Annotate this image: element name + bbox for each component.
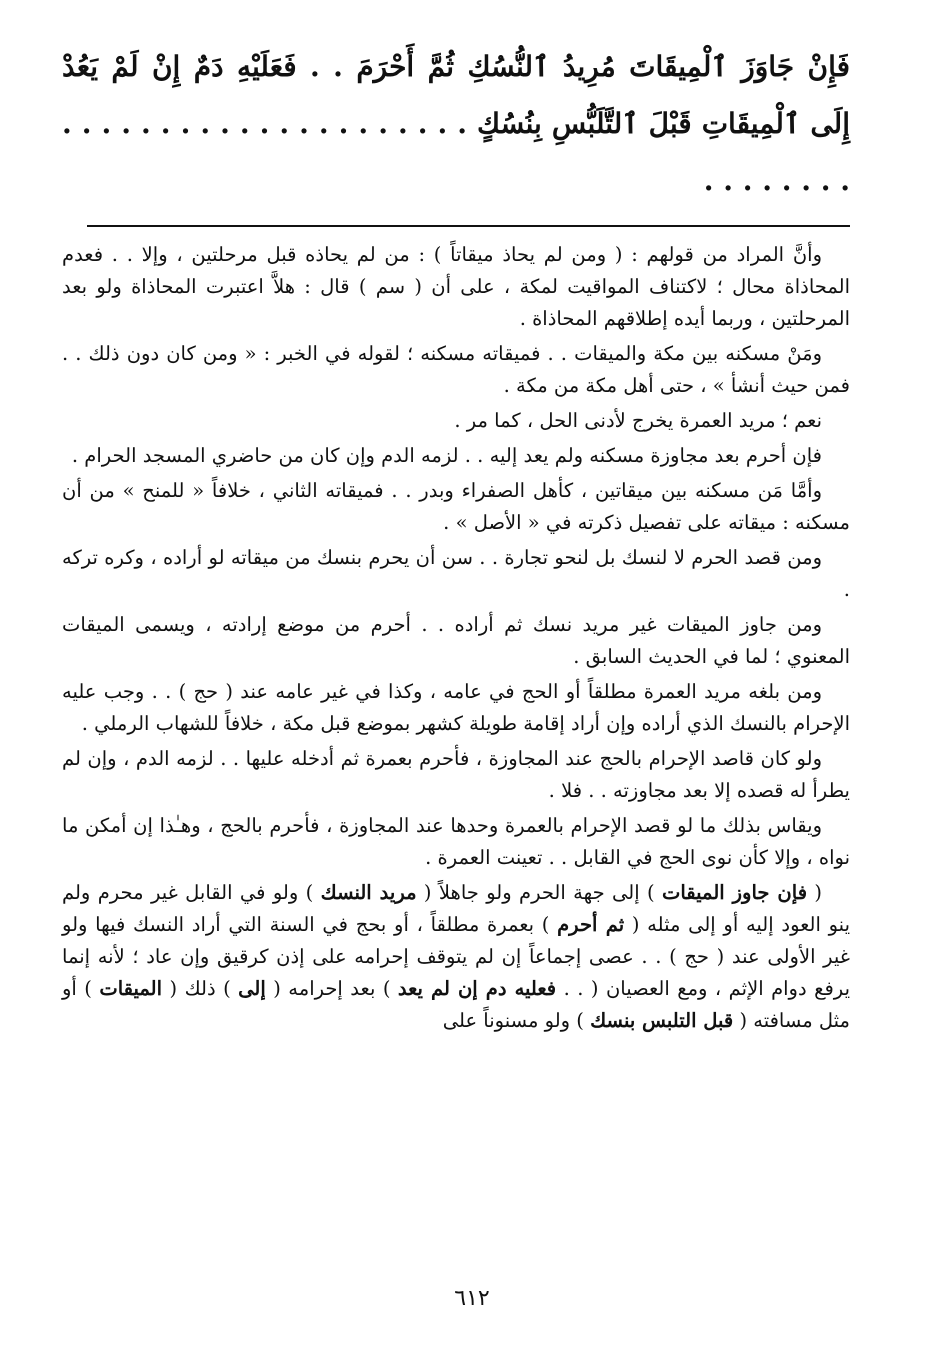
separator-rule xyxy=(87,225,850,227)
paragraph-11 xyxy=(62,877,850,1037)
paragraph-5: وأمَّا مَن مسكنه بين ميقاتين ، كأهل الصفراء وبدر . . فميقاته الثاني ، خلافاً « للمنح » من أن مسكنه : ميقاته على تفصيل ذكرته في « الأصل » . xyxy=(62,479,850,534)
paragraph-4: فإن أحرم بعد مجاوزة مسكنه ولم يعد إليه . . لزمه الدم وإن كان من حاضري المسجد الحرام . xyxy=(71,444,822,467)
paragraph-3: نعم ؛ مريد العمرة يخرج لأدنى الحل ، كما مر . xyxy=(454,409,822,432)
text-segment: ) ولو في القابل غير محرم ولم ينو العود إليه أو إلى مثله ( xyxy=(62,881,850,936)
paragraph-6: ومن قصد الحرم لا لنسك بل لنحو تجارة . . سن أن يحرم بنسك من ميقاته لو أراده ، وكره تركه . xyxy=(62,546,850,601)
text-segment: ) ذلك ( xyxy=(162,977,239,1000)
matn-quote: قبل التلبس بنسك xyxy=(590,1009,734,1032)
text-segment: ) بعد إحرامه ( xyxy=(265,977,398,1000)
text-segment: ( xyxy=(807,881,823,904)
matn-quote: مريد النسك xyxy=(320,881,417,904)
text-segment: ) إلى جهة الحرم ولو جاهلاً ( xyxy=(416,881,662,904)
paragraph-9: ولو كان قاصد الإحرام بالحج عند المجاوزة ، فأحرم بعمرة ثم أدخله عليها . . لزمه الدم ، وإن لم يطرأ له قصده إلا بعد مجاوزته . . فلا . xyxy=(62,747,850,802)
text-segment: ) أو مثل مسافته ( xyxy=(62,977,850,1032)
paragraph-8: ومن بلغه مريد العمرة مطلقاً أو الحج في عامه ، وكذا في غير عامه عند ( حج ) . . وجب عليه الإحرام بالنسك الذي أراده وإن أراد إقامة طويلة كشهر بموضع قبل مكة ، خلافاً للشهاب الرملي . xyxy=(62,680,850,735)
paragraph-1: وأنَّ المراد من قولهم : ( ومن لم يحاذ ميقاتاً ) : من لم يحاذه قبل مرحلتين ، وإلا . . فعدم المحاذاة محال ؛ لاكتناف المواقيت لمكة ، على أن ( سم ) قال : هلاَّ اعتبرت المحاذاة ولو بعد المرحلتين ، وربما أيده إطلاقهم المحاذاة . xyxy=(62,243,850,330)
matn-quote: الميقات xyxy=(99,977,163,1000)
matn-quote: فإن جاوز الميقات xyxy=(662,881,808,904)
paragraph-2: ومَنْ مسكنه بين مكة والميقات . . فميقاته مسكنه ؛ لقوله في الخبر : « ومن كان دون ذلك . . فمن حيث أنشأ » ، حتى أهل مكة من مكة . xyxy=(62,342,850,397)
paragraph-10: ويقاس بذلك ما لو قصد الإحرام بالعمرة وحدها عند المجاوزة ، فأحرم بالحج ، وهـٰذا إن أمكن ما نواه ، وإلا كأن نوى الحج في القابل . . تعينت العمرة . xyxy=(62,814,850,869)
text-segment: ) ولو مسنوناً على xyxy=(442,1009,591,1032)
page-number: ٦١٢ xyxy=(454,1286,490,1311)
matn-quote: إلى xyxy=(238,977,266,1000)
matn-quote: ثم أحرم xyxy=(557,913,625,936)
commentary xyxy=(62,239,850,1037)
matn-quote: فعليه دم إن لم يعد xyxy=(397,977,557,1000)
matn-text: فَإِنْ جَاوَزَ ٱلْمِيقَاتَ مُرِيدُ ٱلنُّسُكِ ثُمَّ أَحْرَمَ . . فَعَلَيْهِ دَمٌ إِنْ لَمْ يَعُدْ إِلَى ٱلْمِيقَاتِ قَبْلَ ٱلتَّلَبُّسِ بِنُسُكٍ . . . . . . . . . . . . . . . . . . . . . . . . . . . . . xyxy=(62,50,850,197)
page xyxy=(62,38,850,1040)
paragraph-7: ومن جاوز الميقات غير مريد نسك ثم أراده . . أحرم من موضع إرادته ، ويسمى الميقات المعنوي ؛ لما في الحديث السابق . xyxy=(62,613,850,668)
text-segment: ) بعمرة مطلقاً ، أو بحج في السنة التي أراد النسك فيها ولو غير الأولى عند ( حج ) . . عصى إجماعاً إن لم يتوقف إحرامه على إذن كرقيق وإن عاد ؛ لأنه إنما يرفع دوام الإثم ، ومع العصيان ( . . xyxy=(62,913,850,1000)
